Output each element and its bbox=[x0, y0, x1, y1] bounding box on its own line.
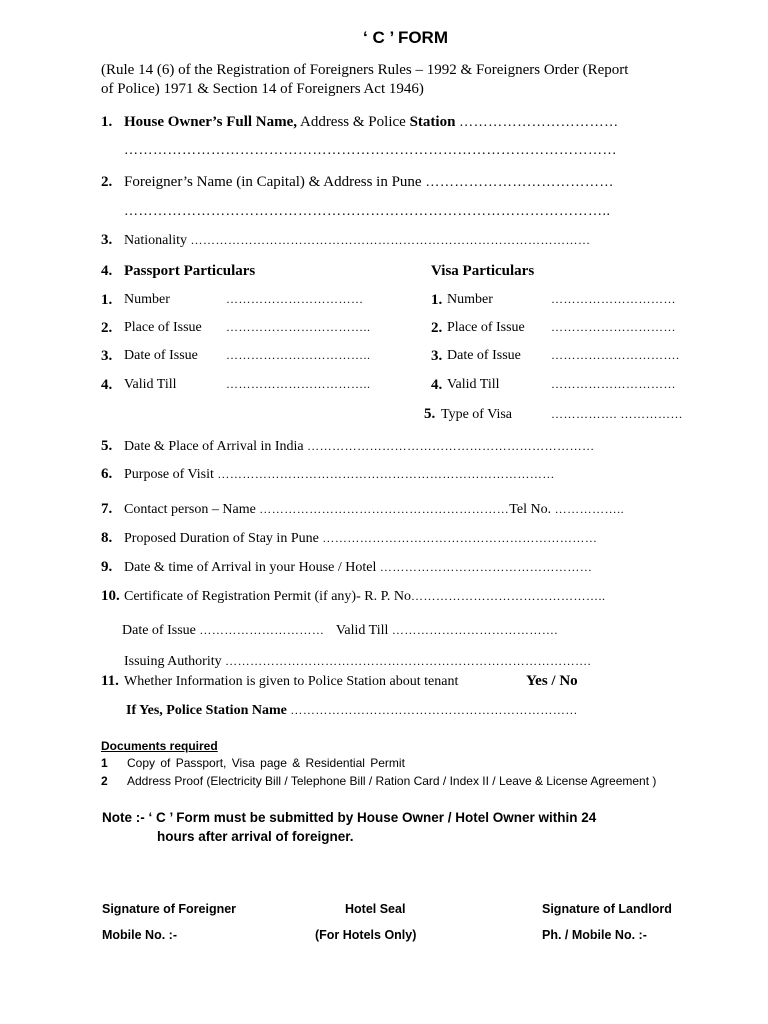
passport-particulars-heading: Passport Particulars bbox=[124, 263, 256, 279]
q8-field-dots[interactable]: ………………………………………………………… bbox=[322, 531, 598, 545]
passport-place-field[interactable]: …………………………….. bbox=[226, 320, 371, 334]
q10-row bbox=[124, 589, 605, 605]
form-title: ‘ C ’ FORM bbox=[363, 28, 448, 47]
passport-valid-label: Valid Till bbox=[124, 377, 177, 392]
q5-row bbox=[124, 439, 595, 455]
q9-label: Date & time of Arrival in your House / Hotel bbox=[124, 560, 377, 575]
q5-label: Date & Place of Arrival in India bbox=[124, 439, 304, 454]
visa-type-label: Type of Visa bbox=[441, 407, 513, 422]
q10-issuing-row bbox=[124, 654, 591, 670]
q11-if-yes-row bbox=[126, 703, 578, 719]
visa-number-label: Number bbox=[447, 292, 493, 307]
q11-yes-no[interactable]: Yes / No bbox=[526, 673, 578, 689]
passport-date-label: Date of Issue bbox=[124, 348, 198, 363]
document-item-text: Address Proof (Electricity Bill / Telephone Bill / Ration Card / Index II / Leave & License Agreement ) bbox=[127, 774, 657, 788]
signature-landlord-label: Signature of Landlord bbox=[542, 902, 672, 916]
visa-item-number: 3. bbox=[431, 348, 443, 364]
q8-label: Proposed Duration of Stay in Pune bbox=[124, 531, 319, 546]
q3-number: 3. bbox=[101, 232, 113, 248]
q6-number: 6. bbox=[101, 466, 113, 482]
passport-item-number: 3. bbox=[101, 348, 113, 364]
visa-type-field[interactable]: ……………. …………… bbox=[551, 407, 683, 421]
q1-label-bold: House Owner’s Full Name, bbox=[124, 114, 298, 130]
visa-valid-field[interactable]: ………………………… bbox=[551, 377, 676, 391]
q11-if-yes-label: If Yes, Police Station Name bbox=[126, 703, 287, 718]
q8-number: 8. bbox=[101, 530, 113, 546]
q11-police-station-field[interactable]: …………………………………………………………… bbox=[290, 703, 578, 717]
passport-item-number: 1. bbox=[101, 292, 113, 308]
documents-heading: Documents required bbox=[101, 739, 218, 753]
q8-row bbox=[124, 531, 597, 547]
subtitle-line-1: (Rule 14 (6) of the Registration of Foreigners Rules – 1992 & Foreigners Order (Report bbox=[101, 62, 629, 78]
q1-field-dots[interactable]: …………………………… bbox=[459, 115, 619, 130]
q1-label-station: Station bbox=[409, 114, 456, 130]
mobile-label: Mobile No. :- bbox=[102, 928, 177, 942]
q2-field-dots[interactable]: ………………………………… bbox=[425, 175, 614, 190]
visa-date-field[interactable]: …………………………. bbox=[551, 348, 680, 362]
q11-label: Whether Information is given to Police Station about tenant bbox=[124, 674, 459, 689]
document-item-number: 1 bbox=[101, 756, 108, 770]
visa-item-number: 2. bbox=[431, 320, 443, 336]
q2-label: Foreigner’s Name (in Capital) & Address in Pune bbox=[124, 174, 422, 190]
q10-date-row bbox=[122, 623, 558, 639]
q5-number: 5. bbox=[101, 438, 113, 454]
passport-valid-field[interactable]: …………………………….. bbox=[226, 377, 371, 391]
q2-field-dots-line2[interactable]: ……………………………………………………………………………………….. bbox=[124, 204, 611, 219]
q10-valid-till-field[interactable]: …………………………………. bbox=[391, 623, 558, 637]
document-item-number: 2 bbox=[101, 774, 108, 788]
q10-date-issue-label: Date of Issue bbox=[122, 623, 196, 638]
q7-row bbox=[124, 502, 624, 518]
passport-place-label: Place of Issue bbox=[124, 320, 202, 335]
passport-number-field[interactable]: …………………………… bbox=[226, 292, 364, 306]
q1-number: 1. bbox=[101, 114, 113, 130]
q6-row bbox=[124, 467, 555, 483]
passport-date-field[interactable]: …………………………….. bbox=[226, 348, 371, 362]
q10-valid-till-label: Valid Till bbox=[335, 623, 389, 638]
q3-label: Nationality bbox=[124, 233, 187, 248]
visa-item-number: 1. bbox=[431, 292, 443, 308]
q10-date-issue-field[interactable]: ………………………… bbox=[199, 623, 325, 637]
q1-field-dots-line2[interactable]: ………………………………………………………………………………………… bbox=[124, 143, 617, 158]
hotel-seal-label: Hotel Seal bbox=[345, 902, 406, 916]
q3-field-dots[interactable]: …………………………………………………………………………………… bbox=[190, 233, 591, 247]
note-line-2: hours after arrival of foreigner. bbox=[157, 829, 354, 844]
q7-number: 7. bbox=[101, 501, 113, 517]
passport-item-number: 2. bbox=[101, 320, 113, 336]
q11-number: 11. bbox=[101, 673, 119, 689]
q10-label: Certificate of Registration Permit (if any)- R. P. No bbox=[124, 589, 411, 604]
q9-field-dots[interactable]: …………………………………………… bbox=[379, 560, 593, 574]
passport-number-label: Number bbox=[124, 292, 170, 307]
q7-name-field-dots[interactable]: …………………………………………………… bbox=[259, 502, 510, 516]
q7-label: Contact person – Name bbox=[124, 502, 256, 517]
q7-tel-label: Tel No. bbox=[509, 502, 552, 517]
q10-rp-field-dots[interactable]: ……………………………………….. bbox=[410, 589, 606, 603]
q3-row bbox=[124, 233, 591, 249]
visa-date-label: Date of Issue bbox=[447, 348, 521, 363]
q5-field-dots[interactable]: …………………………………………………………… bbox=[307, 439, 595, 453]
q4-number: 4. bbox=[101, 263, 113, 279]
q2-number: 2. bbox=[101, 174, 113, 190]
note-line-1: Note :- ‘ C ’ Form must be submitted by House Owner / Hotel Owner within 24 bbox=[102, 810, 597, 825]
q9-row bbox=[124, 560, 592, 576]
ph-mobile-label: Ph. / Mobile No. :- bbox=[542, 928, 647, 942]
q1-label-plain: Address & Police bbox=[299, 114, 406, 130]
q6-field-dots[interactable]: ……………………………………………………………………… bbox=[217, 467, 555, 481]
q7-tel-field-dots[interactable]: …………….. bbox=[554, 502, 625, 516]
visa-item-number: 4. bbox=[431, 377, 443, 393]
visa-valid-label: Valid Till bbox=[447, 377, 500, 392]
q6-label: Purpose of Visit bbox=[124, 467, 214, 482]
q10-issuing-field[interactable]: ……………………………………………………………………………. bbox=[225, 654, 592, 668]
hotels-only-label: (For Hotels Only) bbox=[315, 928, 417, 942]
q1-label bbox=[124, 114, 619, 131]
q2-label-row bbox=[124, 174, 614, 191]
q10-number: 10. bbox=[101, 588, 120, 604]
q9-number: 9. bbox=[101, 559, 113, 575]
document-item-text: Copy of Passport, Visa page & Residential Permit bbox=[127, 756, 405, 770]
visa-place-label: Place of Issue bbox=[447, 320, 525, 335]
visa-item-number: 5. bbox=[424, 406, 436, 422]
visa-place-field[interactable]: ………………………… bbox=[551, 320, 676, 334]
visa-number-field[interactable]: ………………………… bbox=[551, 292, 676, 306]
q10-issuing-label: Issuing Authority bbox=[124, 654, 222, 669]
passport-item-number: 4. bbox=[101, 377, 113, 393]
visa-particulars-heading: Visa Particulars bbox=[431, 263, 535, 279]
subtitle-line-2: of Police) 1971 & Section 14 of Foreigners Act 1946) bbox=[101, 81, 424, 97]
signature-foreigner-label: Signature of Foreigner bbox=[102, 902, 237, 916]
